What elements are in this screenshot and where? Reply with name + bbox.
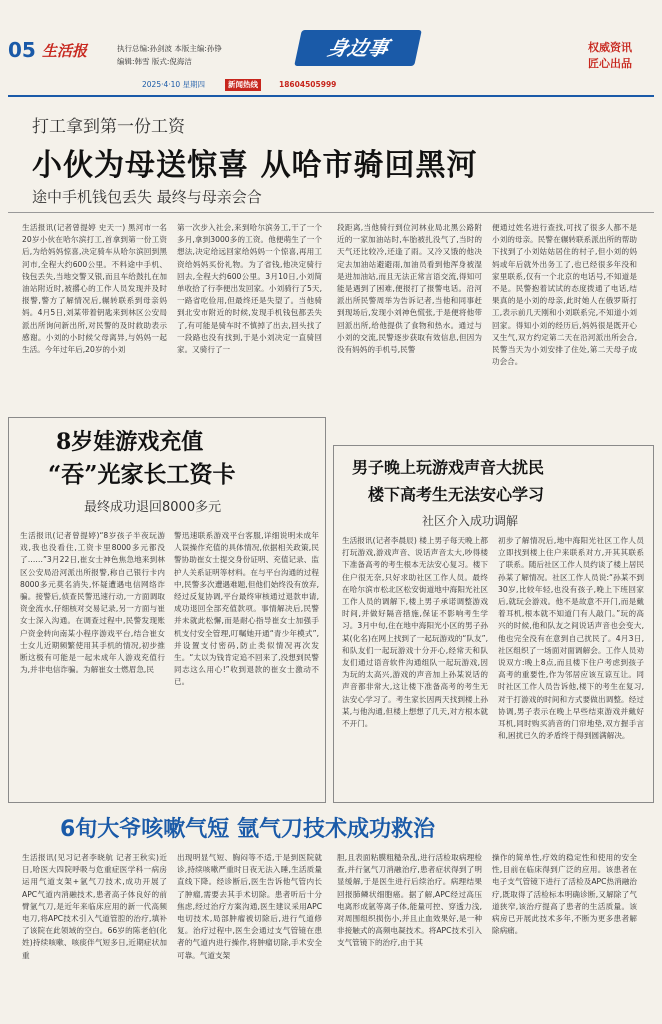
story4-column-4: 操作的简单性,疗效的稳定性和使用的安全性,目前在临床得到广泛的应用。该患者在电子支气管镜下进行了活检及APC热消融治疗,既取得了活检标本明确诊断,又解除了气道狭窄,该治疗提高了患者的生活质量。该病房已开展此技术多年,不断为更多患者解除病痛。 [492,853,637,936]
story1-column-2: 第一次步入社会,来到哈尔滨务工,干了一个多月,拿到3000多的工资。他便萌生了一个想法,决定给远回家给妈妈一个惊喜,再用工资给妈妈买份礼物。为了省钱,他决定骑行回去,全程大约600公里。3月10日,小刘简单收拾了行李便出发回家。小刘骑行了5天,一路省吃俭用,但最终还是失望了。当他骑到北安市附近的时候,发现手机钱包都丢失了,有可能是骑车时不慎掉了出去,回头找了一段路也没有找到,于是小刘决定一直骑回家。又骑行了一 [177,223,322,355]
editor-line-2: 编辑:韩雪 版式:倪海洁 [117,57,192,66]
story1-column-3: 段距离,当他骑行到位河林业局北黑公路附近的一家加油站时,车胎被扎没气了,当时的天气还比较冷,还逢了雨。又冷又饿的他决定去加油站避避雨,加油员看到他浑身被湿是进加油站,而且无法正常言语交流,得知可能是遇到了困难,便报打了报警电话。沿河派出所民警周举为告诉记者,当他和同事赶到现场后,发现小刘神色慌张,于是便将他带回派出所,给他提供了食物和热水。通过与小刘的交流,民警逐步获取有效信息,但因为没有妈妈的手机号,民警 [337,223,482,355]
slogan-line-1: 权威资讯 [588,41,632,54]
story1-column-4: 便通过姓名进行查找,可找了很多人都不是小刘的母亲。民警在辗转联系派出所的帮助下找到了小刘姑姑居住的村子,但小刘的妈妈或年后就外出务工了,也已经很多年没和家里联系,仅有一个北京的电话号,不知道是不是。民警抱着试试的态度拨通了电话,结果真的是小刘的母亲,此时她人在俄罗斯打工,表示前几天刚和小刘联系完,不知道小刘回家。得知小刘的经历后,妈妈很是既开心又生气,双方约定第二天在沿河派出所会合,民警当天为小刘安排了住处,第二天母子成功会合。 [492,223,637,367]
hotline-number: 18604505999 [279,80,337,89]
story2-column-1: 生活报讯(记者曾提婷)“8岁孩子半夜玩游戏,我也没看住,工资卡里8000多元都没了……”3月22日,崔女士神色焦急地来到林区公安局沿河派出所报警,称自己银行卡内8000多元莫名消失,怀疑遭遇电信网络诈骗。接警后,侦查民警迅速行动,一方面调取资金流水,仔细核对交易记录,另一方面与崔女士深入沟通。在调查过程中,民警发现账户资金转向南某小程序游戏平台,结合崔女士女儿近期频繁使用其手机的情况,初步推断这极有可能是一起未成年人游戏充值行为,并非电信诈骗。为解崔女士燃眉急,民 [20,531,165,675]
story3-column-1: 生活报讯(记者李晨辰) 楼上男子每天晚上都打玩游戏,游戏声音、说话声音太大,吵得楼下准备高考的考生根本无法安心复习。楼下住户很无奈,只好求助社区工作人员。最终在哈尔滨市松北区松安街道地中海阳光社区工作人员的调解下,楼上男子承诺调整游戏时间,并做好隔音措施,保证不影响考生学习。3月中旬,住在地中海阳光小区的男子孙某(化名)在网上找到了一起玩游戏的“队友”,和队友们一起玩游戏十分开心,经常天和队友们通过语音软件沟通组队一起玩游戏,因为玩的太高兴,游戏的声音加上孙某说话的声音都非常大,这让楼下准备高考的考生无法安心学习了。考生家长因两天找到楼上孙某,与他沟通,但楼上想想了几天,对方根本就不开门。 [342,536,488,729]
date-bar [117,78,557,92]
story2-subheadline: 最终成功退回8000多元 [84,500,222,515]
story4-headline: 6旬大爷咳嗽气短 氩气刀技术成功救治 [60,817,435,842]
story1-subheadline: 途中手机钱包丢失 最终与母亲会合 [32,188,262,206]
story4-column-3: 胆,且表面粘膜粗糙杂乱,进行活检取病理检查,并行氩气刀消融治疗,患者症状得到了明显缓解,于是医生进行后续治疗。病理结果回报肺鳞状细胞癌。据了解,APC经过高压电离形成氩等离子体,能量可控、穿透力浅,对周围组织损伤小,并且止血效果好,是一种非接触式的高频电凝技术。将APC技术引入支气管镜下的治疗,由于其 [337,853,482,948]
story3-subheadline: 社区介入成功调解 [422,514,519,528]
slogan-line-2: 匠心出品 [588,57,632,70]
section-title: 身边事 [294,30,422,66]
paper-logo: 生活报 [42,42,88,60]
header-divider [8,95,654,97]
story2-headline-line-2: “吞”光家长工资卡 [48,461,236,488]
story1-column-1: 生活报讯(记者曾提婷 史天一) 黑河市一名20岁小伙在哈尔滨打工,首拿到第一份工资后,为给妈妈惊喜,决定骑车从哈尔滨回到黑河市,全程大约600公里。不料途中手机、钱包丢失,当地交警又银,而且车给鼓扎在加油站附近时,被撂心的工作人员发现并及时报警,警方了解情况后,辗转联系到母亲妈妈。4月5日,刘某带着钥匙来到林区公安局派出所询问新出所,对民警的及时救助表示感谢。小刘的小时候父母离异,与妈妈一起生活。今年过年后,20岁的小刘 [22,223,167,355]
slogan [588,40,632,72]
editor-line-1: 执行总编:孙剑波 本版主编:孙铮 [117,44,222,53]
story3-headline-line-1: 男子晚上玩游戏声音大扰民 [352,458,545,477]
story2-headline-line-1: 8岁娃游戏充值 [56,429,204,455]
story4-column-2: 出现明显气短、胸闷等不适,于是到医院就诊,持续咳嗽严重时日夜无法入睡,生活质量直线下降。经诊断后,医生告诉他气管内长了肿瘤,需要去其手术切除。患者听后十分焦虑,经过治疗方案沟通,医生建议采用APC电切技术,局部肿瘤被切除后,进行气道修复。治疗过程中,医生会通过支气管镜在患者的气道内进行操作,将肿瘤切除,手术安全可靠。气道支架 [177,853,322,960]
story1-divider [8,212,654,213]
story3-headline-line-2: 楼下高考生无法安心学习 [368,485,545,504]
story3-column-2: 初步了解情况后,地中海阳光社区工作人员立即找到楼上住户来联系对方,开其其联系了联系。随后社区工作人员约谈了楼上居民孙某了解情况。社区工作人员说:“孙某不到30岁,比较年轻,也没有孩子,晚上下班回家后,就玩会游戏。他不是故意不开门,而是戴着耳机,根本就不知道门有人敲门。”玩的高兴的时候,他和队友之间说话声音也会变大,他也完全没有在意到自己扰民了。4月3日,社区组织了一场面对面调解会。工作人员劝说双方:晚上8点,而且楼下住户考虑到孩子高考的重要性,作为邻居应该互谅互让。同时社区工作人员告诉他,楼下的考生在复习,对于打游戏的时间和方式要做出调整。经过协调,男子表示在晚上早些结束游戏并戴好耳机,同时购买消音的门帘地垫,双方握手言和,困扰已久的矛盾终于得到圆满解决。 [498,536,644,741]
hotline-label: 新闻热线 [225,79,261,91]
page-number: 05 [8,38,36,62]
story2-column-2: 警迅速联系游戏平台客服,详细说明未成年人误操作充值的具体情况,依据相关政策,民警协助崔女士提交身份证明、充值记录、监护人关系证明等材料。在与平台沟通的过程中,民警多次遭遇难题,但他们始终没有放弃,经过反复协调,平台最终审核通过退款申请,成功退回全部充值款项。事情解决后,民警并未就此松懈,而是耐心指导崔女士加强手机支付安全管理,叮嘱她开通“青少年模式”,并设置支付密码,防止类似情况再次发生。“太以为钱肯定追不回来了,没想到民警同志这么用心!”收到退款的崔女士激动不已。 [174,531,319,687]
story4-column-1: 生活报讯(见习记者李晓航 记者王秋实)近日,哈医大四院呼吸与危重症医学科一病房运用气道支架+氩气刀技术,成功开展了APC气道内消融技术,患者高子体良好的前臂氩气刀,是近年来临床应用的新一代高频电刀,将APC技术引入气道管腔的治疗,填补了该院在此领域的空白。66岁的陈老伯(化姓)持续咳嗽、咳痰伴气短多日,近期症状加重 [22,853,167,960]
story1-headline: 小伙为母送惊喜 从哈市骑回黑河 [32,148,478,183]
issue-date: 2025·4·10 星期四 [142,80,206,89]
masthead [0,0,662,100]
editor-credits [117,42,222,68]
story1-kicker: 打工拿到第一份工资 [32,117,185,137]
